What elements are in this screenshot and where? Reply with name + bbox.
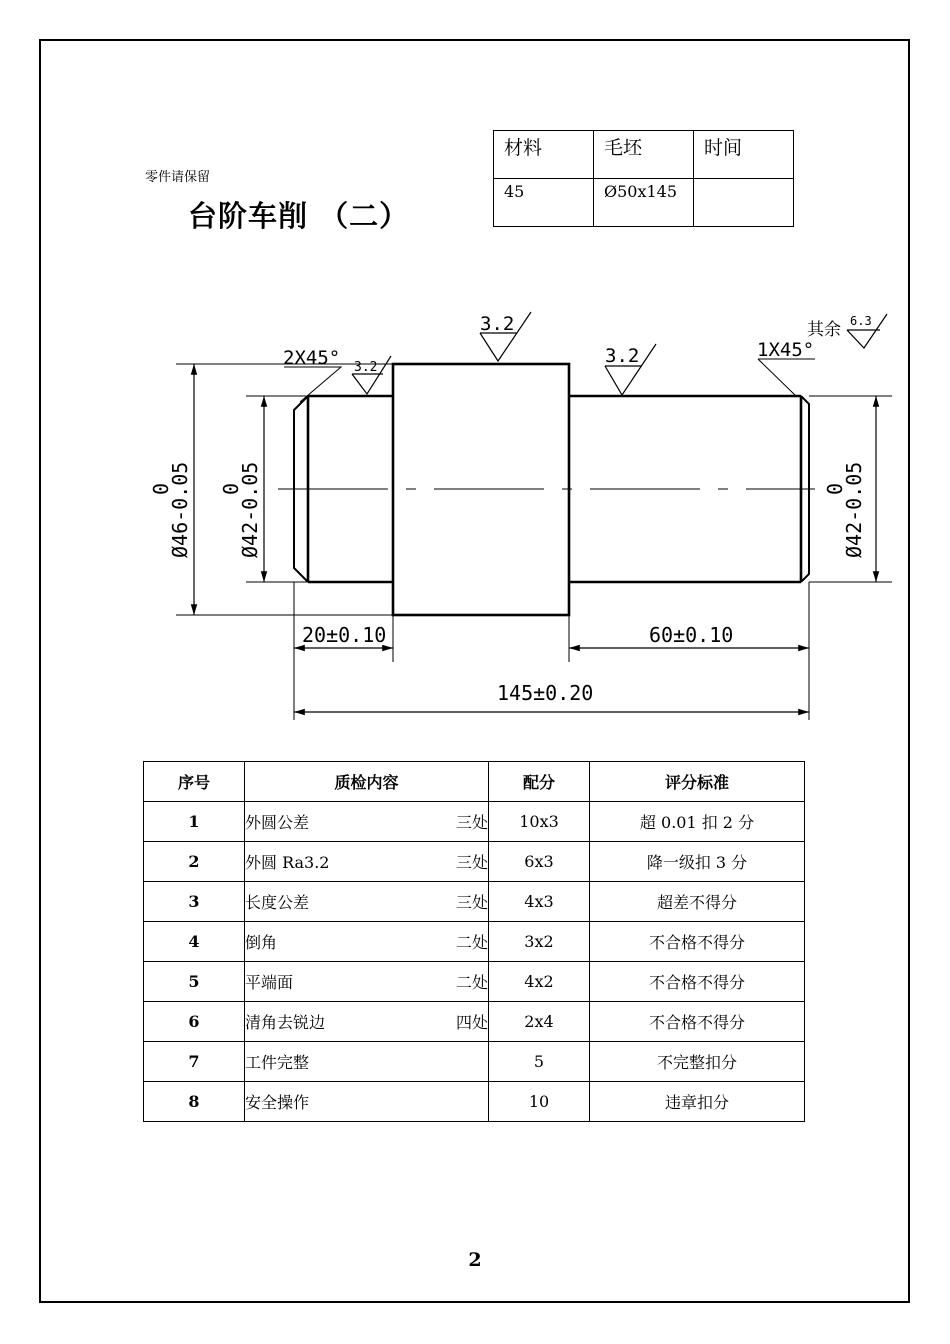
length-labels [302, 623, 733, 705]
row-points: 3x2 [489, 922, 590, 962]
info-header-blank: 毛坯 [594, 131, 694, 179]
row-count: 三处 [455, 813, 488, 832]
table-row [144, 1042, 805, 1082]
row-seq: 6 [144, 1002, 245, 1042]
row-count: 二处 [455, 973, 488, 992]
roughness-center-label: 3.2 [480, 313, 515, 335]
row-seq: 7 [144, 1042, 245, 1082]
header-content: 质检内容 [245, 762, 489, 802]
row-criteria: 超 0.01 扣 2 分 [590, 802, 805, 842]
row-points: 10 [489, 1082, 590, 1122]
row-content: 清角去锐边 [245, 1013, 326, 1032]
row-criteria: 超差不得分 [590, 882, 805, 922]
table-row [144, 1002, 805, 1042]
grading-table [143, 761, 805, 1122]
row-points: 2x4 [489, 1002, 590, 1042]
table-row [144, 1082, 805, 1122]
row-criteria: 降一级扣 3 分 [590, 842, 805, 882]
info-value-blank: Ø50x145 [594, 179, 694, 227]
info-value-material: 45 [494, 179, 594, 227]
table-row [144, 922, 805, 962]
roughness-rest-text: 其余 [807, 320, 841, 340]
len-60-label: 60±0.10 [649, 623, 734, 647]
dim-d46-label: Ø46-0.05 [168, 461, 192, 558]
row-seq: 4 [144, 922, 245, 962]
dim-d42-right-label: Ø42-0.05 [842, 461, 866, 558]
row-points: 6x3 [489, 842, 590, 882]
page-title: 台阶车削 （二） [188, 199, 410, 233]
roughness-left-label: 3.2 [354, 360, 378, 375]
chamfer-left-label: 2X45° [283, 347, 341, 369]
table-row [144, 842, 805, 882]
table-row [144, 802, 805, 842]
row-seq: 1 [144, 802, 245, 842]
roughness-right-label: 3.2 [605, 345, 640, 367]
row-seq: 5 [144, 962, 245, 1002]
row-seq: 2 [144, 842, 245, 882]
row-criteria: 违章扣分 [590, 1082, 805, 1122]
extension-lines [176, 364, 892, 720]
row-content: 长度公差 [245, 893, 310, 912]
row-seq: 3 [144, 882, 245, 922]
row-points: 4x2 [489, 962, 590, 1002]
row-seq: 8 [144, 1082, 245, 1122]
row-content: 工件完整 [245, 1053, 310, 1072]
header-criteria: 评分标准 [590, 762, 805, 802]
dim-d42-right-upper-label: 0 [823, 482, 847, 495]
roughness-rest-value: 6.3 [850, 314, 872, 328]
row-content: 外圆 Ra3.2 [245, 853, 330, 872]
row-content: 外圆公差 [245, 813, 310, 832]
grading-header-row [144, 762, 805, 802]
part-keep-note: 零件请保留 [145, 170, 211, 185]
row-count: 三处 [455, 893, 488, 912]
row-criteria: 不合格不得分 [590, 962, 805, 1002]
header-seq: 序号 [144, 762, 245, 802]
len-20-label: 20±0.10 [302, 623, 387, 647]
info-header-material: 材料 [494, 131, 594, 179]
row-content: 安全操作 [245, 1093, 310, 1112]
page-number: 2 [468, 1249, 482, 1271]
chamfer-right-label: 1X45° [757, 339, 815, 361]
info-header-time: 时间 [694, 131, 794, 179]
row-count: 三处 [455, 853, 488, 872]
len-145-label: 145±0.20 [497, 681, 594, 705]
diameter-labels [149, 462, 866, 558]
dim-d46-upper-label: 0 [149, 482, 173, 495]
row-points: 4x3 [489, 882, 590, 922]
row-count: 二处 [455, 933, 488, 952]
row-content: 平端面 [245, 973, 294, 992]
dim-d42-left-label: Ø42-0.05 [238, 461, 262, 558]
row-criteria: 不合格不得分 [590, 1002, 805, 1042]
table-row [144, 962, 805, 1002]
dim-d42-left-upper-label: 0 [219, 482, 243, 495]
row-criteria: 不完整扣分 [590, 1042, 805, 1082]
table-row [144, 882, 805, 922]
row-points: 10x3 [489, 802, 590, 842]
header-points: 配分 [489, 762, 590, 802]
row-count: 四处 [455, 1013, 488, 1032]
row-points: 5 [489, 1042, 590, 1082]
row-content: 倒角 [245, 933, 278, 952]
row-criteria: 不合格不得分 [590, 922, 805, 962]
